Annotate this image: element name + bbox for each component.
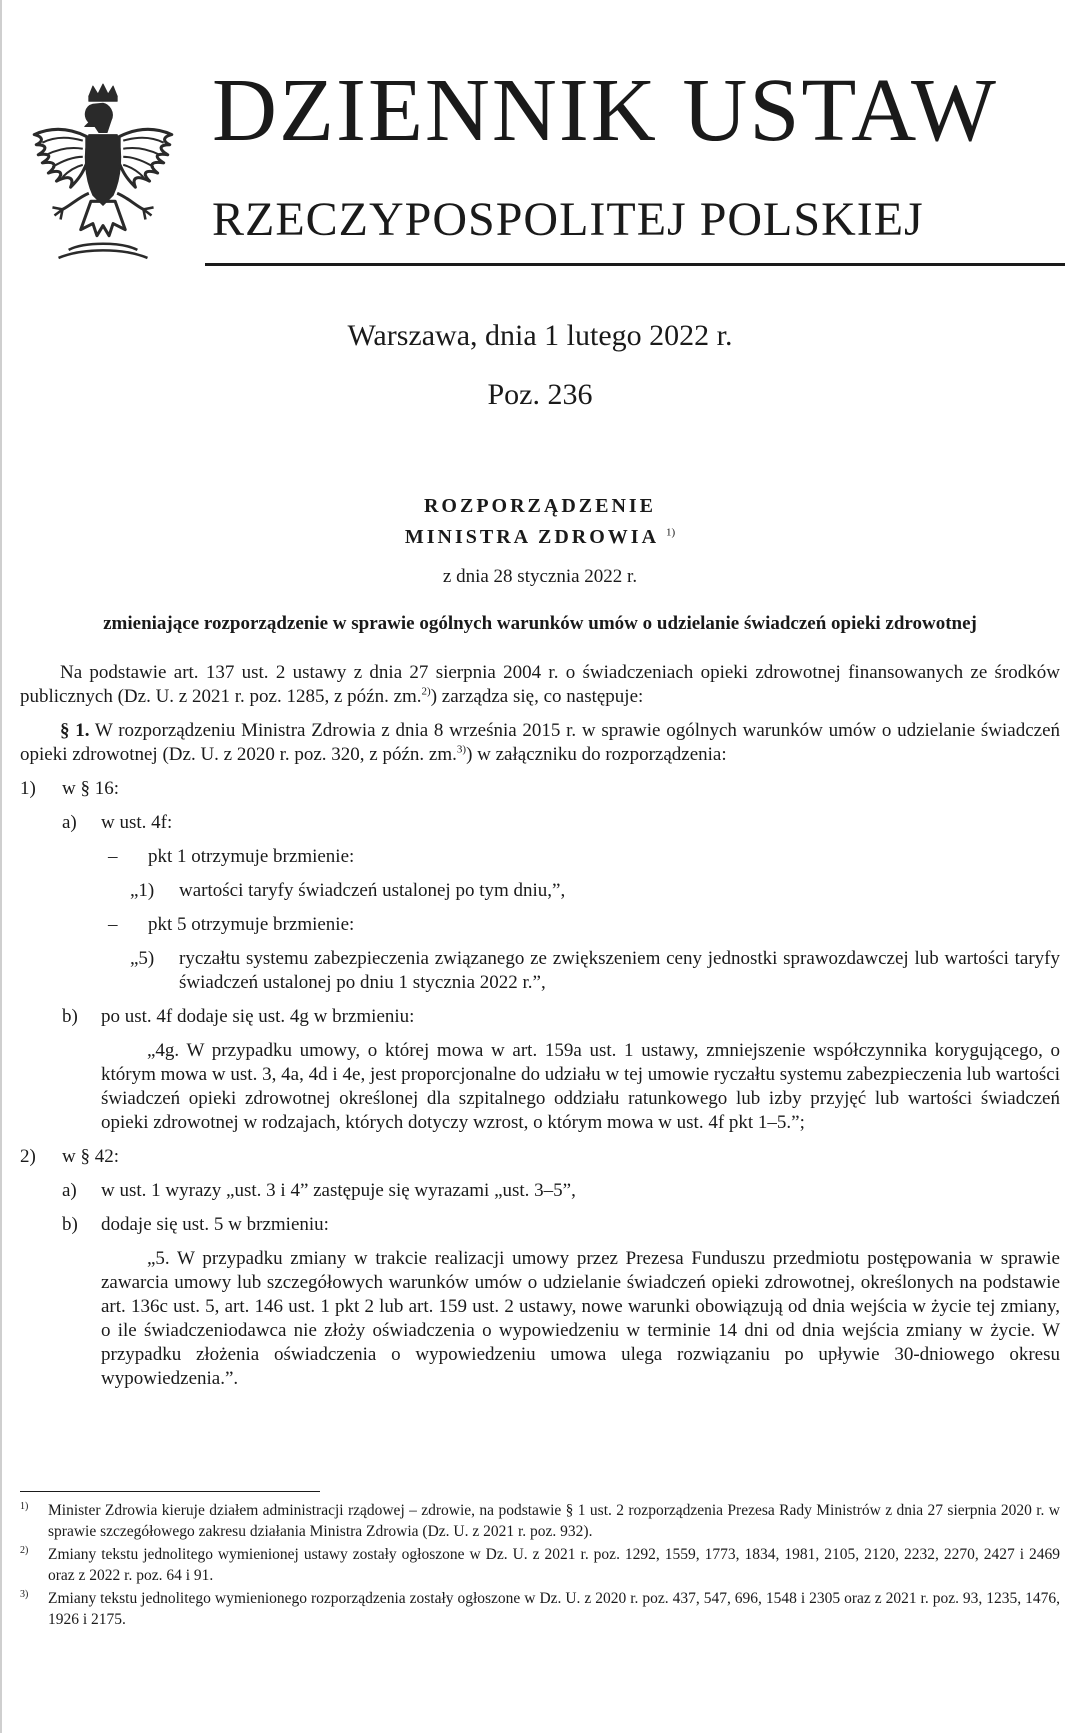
list-item	[20, 1179, 1060, 1203]
item-letter: b)	[62, 1214, 78, 1235]
footnote-number: 1)	[20, 1501, 29, 1512]
list-item	[20, 1145, 1060, 1169]
paragraph-text: W rozporządzeniu Ministra Zdrowia z dnia 8 września 2015 r. w sprawie ogólnych warunków umów o udzielanie świadczeń opieki zdrowotnej (Dz. U. z 2020 r. poz. 320, z późn. zm.	[20, 720, 1060, 765]
footnote-ref: 2)	[421, 685, 431, 698]
footnote	[20, 1588, 1060, 1630]
item-number: „5)	[130, 948, 155, 969]
act-type: ROZPORZĄDZENIE	[423, 495, 657, 517]
quoted-provision: „4g. W przypadku umowy, o której mowa w art. 159a ust. 1 ustawy, zmniejszenie współczynnika korygującego, o którym mowa w ust. 3, 4a, 4d i 4e, jest proporcjonalne do udziału w tej umowie ryczałtu systemu zabezpieczenia lub wartości świadczeń opieki zdrowotnej określonej dla szpitalnego oddziału ratunkowego lub izby przyjęć lub wartości świadczeń opieki zdrowotnej w rodzajach, których dotyczy wzrost, o którym mowa w ust. 4f pkt 1–5.”;	[101, 1040, 1060, 1133]
masthead-divider	[205, 263, 1065, 266]
list-item	[20, 1213, 1060, 1237]
footnote-divider	[20, 1491, 320, 1492]
item-text: pkt 1 otrzymuje brzmienie:	[148, 846, 355, 867]
footnote-text: Zmiany tekstu jednolitego wymienionej ustawy zostały ogłoszone w Dz. U. z 2021 r. poz. 1292, 1559, 1773, 1834, 1981, 2105, 2120, 2232, 2270, 2427 i 2469 oraz z 2022 r. poz. 64 i 91.	[48, 1546, 1060, 1584]
preamble-tail: ) zarządza się, co następuje:	[430, 686, 644, 707]
item-letter: a)	[62, 812, 77, 833]
issue-date: Warszawa, dnia 1 lutego 2022 r.	[347, 319, 733, 352]
paragraph-label: § 1.	[60, 720, 90, 741]
quoted-provision: „5. W przypadku zmiany w trakcie realizacji umowy przez Prezesa Funduszu przedmiotu postępowania w sprawie zawarcia umowy lub szczegółowych warunków umów o udzielanie świadczeń opieki zdrowotnej, określonych na podstawie art. 136c ust. 5, art. 146 ust. 1 pkt 2 lub art. 159 ust. 2 ustawy, nowe warunki obowiązują od dnia wejścia w życie tej zmiany, o ile świadczeniodawca nie złoży oświadczenia o wypowiedzeniu w terminie 14 dni od dnia wejścia zmiany w życie. W przypadku złożenia oświadczenia o wypowiedzeniu umowa ulega rozwiązaniu po upływie 30-dniowego okresu wypowiedzenia.”.	[101, 1248, 1060, 1389]
act-subject: zmieniające rozporządzenie w sprawie ogólnych warunków umów o udzielanie świadczeń opieki zdrowotnej	[103, 613, 977, 634]
item-letter: a)	[62, 1180, 77, 1201]
footnote-number: 2)	[20, 1545, 29, 1556]
footnote-ref: 3)	[456, 743, 467, 756]
item-dash: –	[108, 846, 118, 867]
act-issuer-name: MINISTRA ZDROWIA	[404, 526, 658, 548]
quoted-provision	[20, 879, 1060, 903]
list-item	[20, 811, 1060, 835]
item-text: w § 16:	[62, 778, 119, 799]
page-edge	[0, 0, 2, 1733]
item-text: po ust. 4f dodaje się ust. 4g w brzmieniu:	[101, 1006, 415, 1027]
issue-position: Poz. 236	[487, 378, 593, 411]
act-issuer	[0, 525, 1080, 549]
footnote-text: Zmiany tekstu jednolitego wymienionego rozporządzenia zostały ogłoszone w Dz. U. z 2020 r. poz. 437, 547, 696, 1548 i 2305 oraz z 2021 r. poz. 93, 1235, 1476, 1926 i 2175.	[48, 1590, 1060, 1628]
paragraph-tail: ) w załączniku do rozporządzenia:	[466, 744, 727, 765]
quoted-provision	[20, 947, 1060, 995]
item-number: „1)	[130, 880, 155, 901]
item-text: pkt 5 otrzymuje brzmienie:	[148, 914, 355, 935]
item-text: ryczałtu systemu zabezpieczenia związanego ze zwiększeniem ceny jednostki sprawozdawczej lub wartości taryfy świadczeń ustalonej po dniu 1 stycznia 2022 r.”,	[179, 948, 1060, 993]
masthead-title: DZIENNIK USTAW	[212, 61, 998, 160]
item-number: 1)	[20, 778, 36, 799]
footnote-ref: 1)	[665, 526, 676, 539]
item-text: wartości taryfy świadczeń ustalonej po tym dniu,”,	[179, 880, 566, 901]
list-item	[20, 913, 1060, 937]
paragraph-1	[20, 719, 1060, 767]
item-text: dodaje się ust. 5 w brzmieniu:	[101, 1214, 329, 1235]
item-letter: b)	[62, 1006, 78, 1027]
preamble	[20, 661, 1060, 709]
item-text: w § 42:	[62, 1146, 119, 1167]
masthead-subtitle: RZECZYPOSPOLITEJ POLSKIEJ	[212, 193, 924, 246]
footnote-text: Minister Zdrowia kieruje działem administracji rządowej – zdrowie, na podstawie § 1 ust. 2 rozporządzenia Prezesa Rady Ministrów z dnia 27 sierpnia 2020 r. w sprawie szczegółowego zakresu działania Ministra Zdrowia (Dz. U. z 2021 r. poz. 932).	[48, 1502, 1060, 1540]
list-item	[20, 777, 1060, 801]
item-number: 2)	[20, 1146, 36, 1167]
footnote	[20, 1544, 1060, 1586]
item-text: w ust. 4f:	[101, 812, 173, 833]
act-body	[20, 661, 1060, 1391]
list-item	[20, 1005, 1060, 1029]
item-dash: –	[108, 914, 118, 935]
item-text: w ust. 1 wyrazy „ust. 3 i 4” zastępuje się wyrazami „ust. 3–5”,	[101, 1180, 576, 1201]
footnote	[20, 1500, 1060, 1542]
footnotes	[20, 1500, 1060, 1632]
act-date: z dnia 28 stycznia 2022 r.	[442, 566, 638, 587]
list-item	[20, 845, 1060, 869]
polish-eagle-emblem-icon	[22, 82, 184, 264]
footnote-number: 3)	[20, 1589, 29, 1600]
preamble-text: Na podstawie art. 137 ust. 2 ustawy z dnia 27 sierpnia 2004 r. o świadczeniach opieki zdrowotnej finansowanych ze środków publicznych (Dz. U. z 2021 r. poz. 1285, z późn. zm.	[20, 662, 1060, 707]
